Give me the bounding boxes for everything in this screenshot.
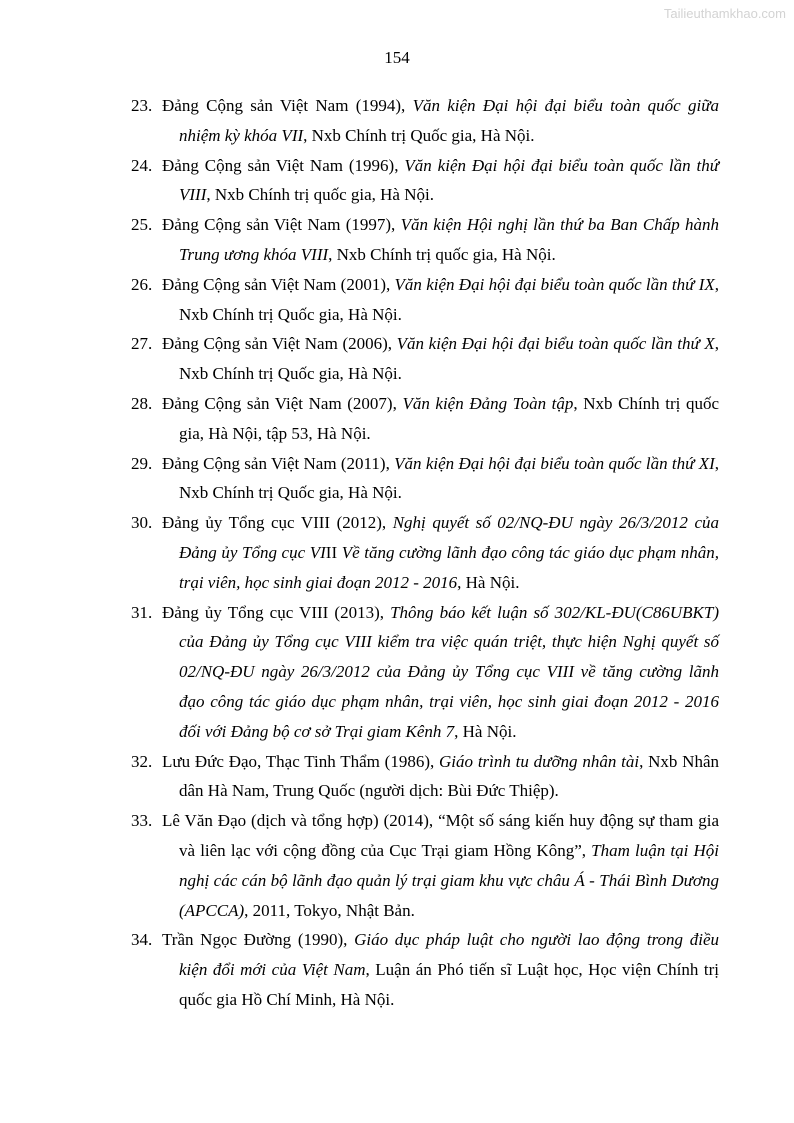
reference-number: 32. (131, 751, 153, 771)
reference-text (162, 508, 719, 597)
reference-number: 25. (131, 215, 153, 235)
reference-title-segment: Về tăng cường lãnh đạo công tác giáo dục phạm nhân, trại viên, học sinh giai đoạn 2012 - 2016 (179, 542, 719, 592)
reference-text-segment: , Nxb Nhân dân Hà Nam, Trung Quốc (người dịch: Bùi Đức Thiệp). (179, 751, 719, 801)
reference-item (131, 210, 719, 270)
reference-text-segment: , Nxb Chính trị quốc gia, Hà Nội, tập 53, Hà Nội. (179, 393, 720, 443)
reference-title-segment: Văn kiện Đại hội đại biểu toàn quốc lần thứ X (396, 334, 715, 354)
reference-text-segment: , 2011, Tokyo, Nhật Bản. (244, 900, 415, 920)
reference-text-segment: Đảng Cộng sản Việt Nam (1996), (162, 155, 405, 175)
reference-text-segment: , Luận án Phó tiến sĩ Luật học, Học viện Chính trị quốc gia Hồ Chí Minh, Hà Nội. (179, 960, 720, 1009)
reference-text-segment: Trần Ngọc Đường (1990), (162, 930, 355, 950)
reference-number: 30. (131, 513, 153, 533)
reference-text (162, 270, 719, 330)
reference-title-segment: Văn kiện Đảng Toàn tập (402, 393, 574, 413)
reference-item (131, 270, 719, 330)
reference-text-segment: Đảng Cộng sản Việt Nam (2011), (162, 453, 395, 473)
reference-text (162, 329, 719, 389)
reference-text-segment: Đảng ủy Tổng cục VIII (2013), (162, 602, 391, 622)
reference-text (162, 151, 719, 211)
reference-text-segment: , Nxb Chính trị Quốc gia, Hà Nội. (303, 125, 535, 145)
reference-number: 27. (131, 334, 153, 354)
reference-list (131, 91, 719, 1015)
reference-number: 33. (131, 811, 153, 831)
reference-text-segment: , Nxb Chính trị quốc gia, Hà Nội. (328, 244, 556, 264)
reference-text-segment: , Hà Nội. (454, 721, 517, 741)
reference-text-segment: Đảng Cộng sản Việt Nam (1997), (162, 215, 401, 235)
watermark: Tailieuthamkhao.com (663, 6, 786, 21)
reference-text (162, 91, 719, 151)
reference-title-segment: Văn kiện Hội nghị lần thứ ba Ban Chấp hành Trung ương khóa VIII (179, 215, 719, 264)
reference-text-segment: , Nxb Chính trị Quốc gia, Hà Nội. (179, 274, 719, 324)
reference-text (162, 210, 719, 270)
reference-text (162, 747, 719, 807)
reference-number: 31. (131, 602, 153, 622)
reference-item (131, 747, 719, 807)
reference-text-segment: Đảng Cộng sản Việt Nam (2007), (162, 393, 403, 413)
reference-title-segment: Văn kiện Đại hội đại biểu toàn quốc lần thứ VIII (179, 155, 719, 205)
reference-number: 24. (131, 155, 153, 175)
reference-text (162, 389, 719, 449)
reference-title-segment: Giáo dục pháp luật cho người lao động trong điều kiện đổi mới của Việt Nam (179, 930, 719, 980)
reference-item (131, 508, 719, 597)
reference-title-segment: Giáo trình tu dưỡng nhân tài (439, 751, 640, 771)
reference-item (131, 925, 719, 1014)
reference-text (162, 598, 719, 747)
reference-title-segment: Thông báo kết luận số 302/KL-ĐU(C86UBKT) của Đảng ủy Tổng cục VIII kiểm tra việc quán triệt, thực hiện Nghị quyết số 02/NQ-ĐU ngày 26/3/2012 của Đảng ủy Tổng cục VIII về tăng cường lãnh đạo công tác giáo dục phạm nhân, trại viên, học sinh giai đoạn 2012 - 2016 đối với Đảng bộ cơ sở Trại giam Kênh 7 (179, 602, 719, 741)
reference-number: 23. (131, 96, 153, 115)
reference-title-segment: Tham luận tại Hội nghị các cán bộ lãnh đạo quản lý trại giam khu vực châu Á - Thái Bình Dương (APCCA) (179, 840, 719, 920)
reference-number: 34. (131, 930, 153, 950)
reference-item (131, 389, 719, 449)
reference-number: 28. (131, 393, 153, 413)
reference-number: 26. (131, 274, 153, 294)
reference-text-segment: Đảng Cộng sản Việt Nam (1994), (162, 96, 413, 115)
reference-text-segment: Lưu Đức Đạo, Thạc Tinh Thẩm (1986), (162, 751, 440, 771)
reference-item (131, 598, 719, 747)
reference-text-segment: II (325, 542, 338, 562)
reference-text-segment: Đảng ủy Tổng cục VIII (2012), (162, 513, 393, 533)
reference-text-segment: Lê Văn Đạo (dịch và tổng hợp) (2014), “Một số sáng kiến huy động sự tham gia và liên lạc với cộng đồng của Cục Trại giam Hồng Kông”, (162, 811, 719, 860)
reference-text-segment: , Hà Nội. (457, 572, 520, 592)
reference-text (162, 925, 719, 1014)
reference-number: 29. (131, 453, 153, 473)
reference-title-segment: Văn kiện Đại hội đại biểu toàn quốc lần thứ IX (394, 274, 715, 294)
reference-title-segment: Văn kiện Đại hội đại biểu toàn quốc giữa nhiệm kỳ khóa VII (179, 96, 719, 145)
page-number: 154 (384, 48, 410, 67)
reference-text-segment: , Nxb Chính trị quốc gia, Hà Nội. (206, 185, 434, 205)
reference-text-segment: , Nxb Chính trị Quốc gia, Hà Nội. (179, 453, 720, 503)
reference-text-segment: , Nxb Chính trị Quốc gia, Hà Nội. (179, 334, 719, 384)
reference-item (131, 449, 719, 509)
reference-item (131, 91, 719, 151)
reference-text-segment: Đảng Cộng sản Việt Nam (2001), (162, 274, 395, 294)
reference-item (131, 329, 719, 389)
reference-title-segment: Văn kiện Đại hội đại biểu toàn quốc lần thứ XI (394, 453, 715, 473)
reference-item (131, 806, 719, 925)
reference-item (131, 151, 719, 211)
reference-text (162, 449, 719, 509)
reference-title-segment: Nghị quyết số 02/NQ-ĐU ngày 26/3/2012 của Đảng ủy Tổng cục VI (179, 513, 719, 562)
reference-text-segment: Đảng Cộng sản Việt Nam (2006), (162, 334, 397, 354)
reference-text (162, 806, 719, 925)
